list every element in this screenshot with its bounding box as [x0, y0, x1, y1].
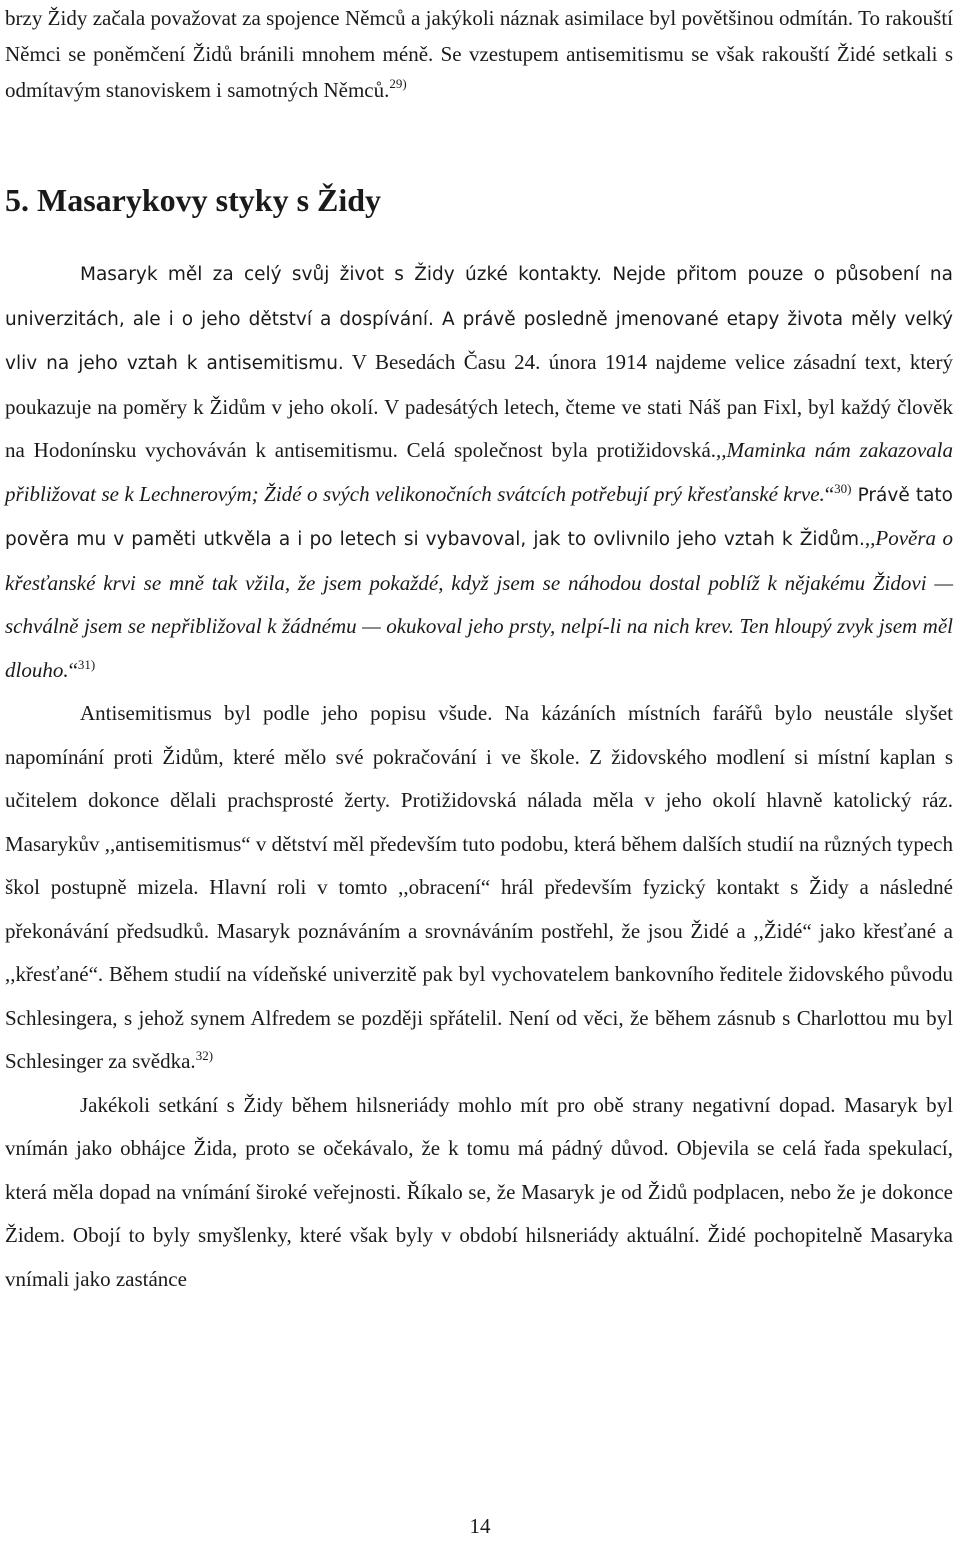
page-number: 14	[469, 1514, 491, 1538]
quote-1: ,,Maminka nám zakazovala přibližovat se k Lechnerovým; Židé o svých velikonočních svátcích potřebují prý křesťanské krve.	[5, 438, 953, 506]
paragraph-3	[5, 1084, 953, 1302]
quote-2: ,,Pověra o křesťanské krvi se mně tak vžila, že jsem pokaždé, když jsem se náhodou dostal poblíž k nějakému Židovi — schválně jsem se nepřibližoval k žádnému — okukoval jeho prsty, nelpí-li na nich krev. Ten hloupý zvyk jsem měl dlouho.	[5, 526, 953, 682]
footnote-ref-32: 32)	[195, 1048, 214, 1063]
footnote-ref-29: 29)	[389, 76, 407, 91]
quote-2-close: “	[68, 657, 78, 682]
paragraph-3-text: Jakékoli setkání s Židy během hilsneriády mohlo mít pro obě strany negativní dopad. Masaryk byl vnímán jako obhájce Žida, proto se očekávalo, že k tomu má pádný důvod. Objevila se celá řada spekulací, která měla dopad na vnímání široké veřejnosti. Říkalo se, že Masaryk je od Židů podplacen, nebo že je dokonce Židem. Obojí to byly smyšlenky, které však byly v období hilsneriády aktuální. Židé pochopitelně Masaryka vnímali jako zastánce	[5, 1092, 953, 1291]
section-heading: 5. Masarykovy styky s Židy	[5, 182, 382, 218]
footnote-ref-31: 31)	[77, 656, 96, 672]
paragraph-2-text: Antisemitismus byl podle jeho popisu všude. Na kázáních místních farářů bylo neustále slyšet napomínání proti Židům, které mělo své pokračování i ve škole. Z židovského modlení si místní kaplan s učitelem dokonce dělali prachsprosté žerty. Protižidovská nálada měla v jeho okolí hlavně katolický ráz. Masarykův ,,antisemitismus“ v dětství měl především tuto podobu, která během dalších studií na různých typech škol postupně mizela. Hlavní roli v tomto ,,obracení“ hrál především fyzický kontakt s Židy a následné překonávání předsudků. Masaryk poznáváním a srovnáváním postřehl, že jsou Židé a ,,Židé“ jako křesťané a ,,křesťané“. Během studií na vídeňské univerzitě pak byl vychovatelem bankovního ředitele židovského původu Schlesingera, s jehož synem Alfredem se později spřátelil. Není od věci, že během zásnub s Charlottou mu byl Schlesinger za svědka.	[5, 701, 953, 1073]
intro-paragraph	[5, 0, 953, 108]
paragraph-1-part-c: Právě tato pověra mu v paměti utkvěla a i po letech si vybavoval, jak to ovlivnilo jeho vztah k Židům.	[5, 484, 953, 550]
paragraph-2	[5, 692, 953, 1084]
paragraph-1-part-a: Masaryk měl za celý svůj život s Židy úzké kontakty. Nejde přitom pouze o působení na univerzitách, ale i o jeho dětství a dospívání. A právě posledně jmenované etapy života měly velký vliv na jeho vztah k antisemitismu.	[5, 264, 953, 374]
intro-text: brzy Židy začala považovat za spojence Němců a jakýkoli náznak asimilace byl povětšinou odmítán. To rakouští Němci se poněmčení Židů bránili mnohem méně. Se vzestupem antisemitismu se však rakouští Židé setkali s odmítavým stanoviskem i samotných Němců.	[5, 6, 953, 102]
paragraph-1	[5, 252, 953, 692]
paragraph-1-part-b: V Besedách Času 24. února 1914 najdeme velice zásadní text, který poukazuje na poměry k Židům v jeho okolí. V padesátých letech, čteme ve stati Náš pan Fixl, byl každý člověk na Hodonínsku vychováván k antisemitismu. Celá společnost byla protižidovská.	[5, 350, 953, 462]
quote-1-close: “	[824, 481, 835, 506]
footnote-ref-30: 30)	[834, 480, 852, 496]
